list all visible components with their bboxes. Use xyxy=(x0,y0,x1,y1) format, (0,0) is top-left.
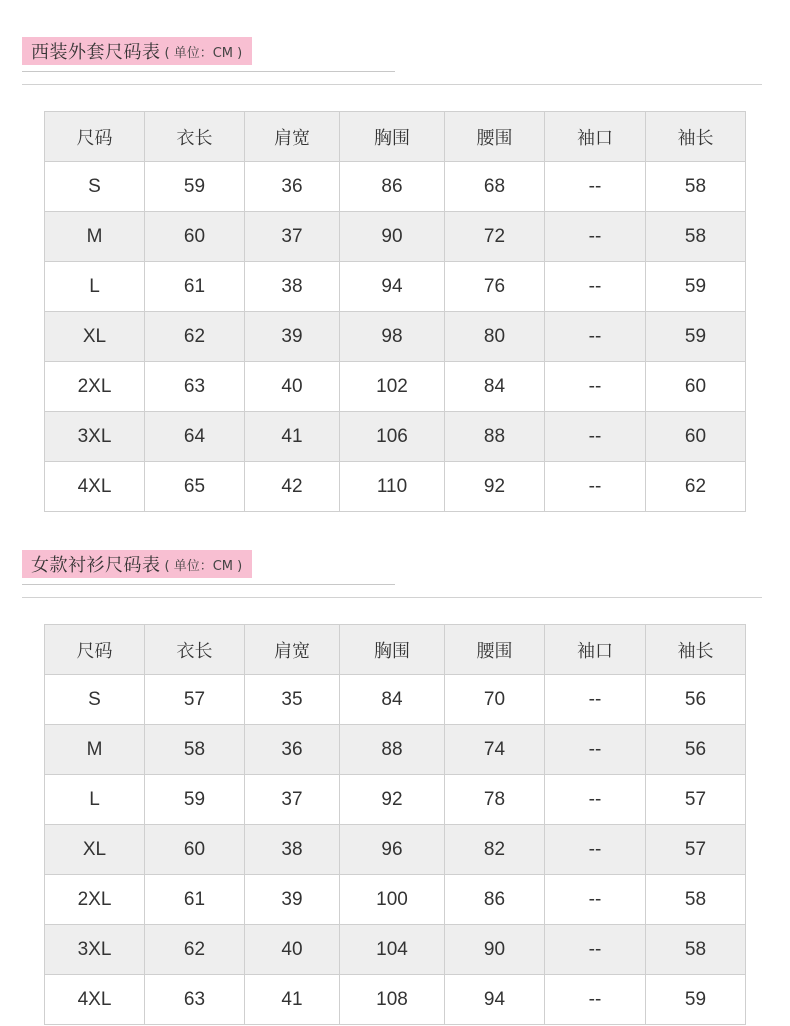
table-cell: 88 xyxy=(445,412,545,462)
table-cell: -- xyxy=(545,775,646,825)
header-cell: 胸围 xyxy=(340,112,445,162)
table-cell: -- xyxy=(545,462,646,512)
table-cell: -- xyxy=(545,925,646,975)
header-cell: 腰围 xyxy=(445,112,545,162)
table-cell: 98 xyxy=(340,312,445,362)
section-title: 女款衬衫尺码表 xyxy=(31,555,161,576)
table-cell: 58 xyxy=(646,212,746,262)
table-cell: 94 xyxy=(340,262,445,312)
table-cell: 59 xyxy=(145,162,245,212)
table-cell: S xyxy=(45,675,145,725)
table-cell: 65 xyxy=(145,462,245,512)
size-table xyxy=(44,111,746,512)
table-cell: 64 xyxy=(145,412,245,462)
table-cell: XL xyxy=(45,312,145,362)
table-header-row xyxy=(45,625,746,675)
table-cell: 57 xyxy=(646,775,746,825)
table-cell: 78 xyxy=(445,775,545,825)
table-cell: 104 xyxy=(340,925,445,975)
table-cell: 100 xyxy=(340,875,445,925)
table-cell: 58 xyxy=(646,162,746,212)
table-cell: 3XL xyxy=(45,412,145,462)
table-row xyxy=(45,162,746,212)
table-row xyxy=(45,725,746,775)
header-cell: 袖口 xyxy=(545,112,646,162)
table-cell: 59 xyxy=(646,262,746,312)
header-cell: 尺码 xyxy=(45,112,145,162)
table-cell: 60 xyxy=(646,412,746,462)
table-cell: 72 xyxy=(445,212,545,262)
table-cell: 56 xyxy=(646,675,746,725)
table-cell: 39 xyxy=(245,875,340,925)
table-cell: 59 xyxy=(646,975,746,1025)
table-cell: -- xyxy=(545,362,646,412)
table-cell: 62 xyxy=(145,925,245,975)
table-cell: 38 xyxy=(245,262,340,312)
table-cell: M xyxy=(45,212,145,262)
header-cell: 袖长 xyxy=(646,112,746,162)
table-cell: -- xyxy=(545,675,646,725)
table-cell: M xyxy=(45,725,145,775)
table-cell: L xyxy=(45,262,145,312)
title-underline xyxy=(22,71,395,72)
table-cell: 92 xyxy=(445,462,545,512)
table-row xyxy=(45,462,746,512)
table-cell: 3XL xyxy=(45,925,145,975)
table-row xyxy=(45,262,746,312)
table-cell: 86 xyxy=(445,875,545,925)
table-row xyxy=(45,975,746,1025)
size-table xyxy=(44,624,746,1025)
section-divider xyxy=(22,597,762,598)
table-cell: 63 xyxy=(145,975,245,1025)
table-cell: 63 xyxy=(145,362,245,412)
table-row xyxy=(45,675,746,725)
table-cell: 82 xyxy=(445,825,545,875)
table-cell: 4XL xyxy=(45,975,145,1025)
header-cell: 肩宽 xyxy=(245,625,340,675)
table-cell: -- xyxy=(545,312,646,362)
table-cell: 40 xyxy=(245,925,340,975)
section-unit: ( 单位：CM ) xyxy=(164,558,243,574)
table-cell: 90 xyxy=(445,925,545,975)
section-title: 西装外套尺码表 xyxy=(31,42,161,63)
table-cell: 88 xyxy=(340,725,445,775)
header-cell: 衣长 xyxy=(145,625,245,675)
table-cell: -- xyxy=(545,875,646,925)
table-cell: 110 xyxy=(340,462,445,512)
header-cell: 袖长 xyxy=(646,625,746,675)
table-cell: 62 xyxy=(646,462,746,512)
section-divider xyxy=(22,84,762,85)
table-row xyxy=(45,362,746,412)
table-cell: 36 xyxy=(245,725,340,775)
table-cell: 74 xyxy=(445,725,545,775)
table-cell: 40 xyxy=(245,362,340,412)
table-cell: 84 xyxy=(340,675,445,725)
table-row xyxy=(45,212,746,262)
table-cell: 62 xyxy=(145,312,245,362)
section-unit: ( 单位：CM ) xyxy=(164,45,243,61)
table-cell: 2XL xyxy=(45,362,145,412)
table-cell: 58 xyxy=(646,925,746,975)
header-cell: 腰围 xyxy=(445,625,545,675)
table-row xyxy=(45,925,746,975)
table-cell: S xyxy=(45,162,145,212)
table-cell: -- xyxy=(545,262,646,312)
header-cell: 肩宽 xyxy=(245,112,340,162)
table-cell: 60 xyxy=(646,362,746,412)
table-cell: 90 xyxy=(340,212,445,262)
table-cell: 41 xyxy=(245,975,340,1025)
table-cell: 96 xyxy=(340,825,445,875)
table-cell: 2XL xyxy=(45,875,145,925)
table-cell: 60 xyxy=(145,825,245,875)
table-cell: 56 xyxy=(646,725,746,775)
table-cell: -- xyxy=(545,412,646,462)
section-title-label xyxy=(22,550,252,578)
table-cell: 36 xyxy=(245,162,340,212)
table-row xyxy=(45,412,746,462)
table-row xyxy=(45,312,746,362)
table-cell: 58 xyxy=(145,725,245,775)
table-cell: 42 xyxy=(245,462,340,512)
table-cell: -- xyxy=(545,825,646,875)
table-cell: L xyxy=(45,775,145,825)
table-header-row xyxy=(45,112,746,162)
table-cell: -- xyxy=(545,725,646,775)
table-cell: -- xyxy=(545,975,646,1025)
table-cell: 86 xyxy=(340,162,445,212)
header-cell: 衣长 xyxy=(145,112,245,162)
header-cell: 尺码 xyxy=(45,625,145,675)
table-cell: 70 xyxy=(445,675,545,725)
table-cell: 41 xyxy=(245,412,340,462)
table-cell: 59 xyxy=(646,312,746,362)
table-cell: 4XL xyxy=(45,462,145,512)
table-cell: 39 xyxy=(245,312,340,362)
table-cell: 80 xyxy=(445,312,545,362)
table-cell: 108 xyxy=(340,975,445,1025)
table-cell: 37 xyxy=(245,775,340,825)
table-cell: 76 xyxy=(445,262,545,312)
table-cell: 60 xyxy=(145,212,245,262)
table-row xyxy=(45,825,746,875)
table-cell: 58 xyxy=(646,875,746,925)
table-cell: 38 xyxy=(245,825,340,875)
table-cell: 61 xyxy=(145,262,245,312)
table-cell: 106 xyxy=(340,412,445,462)
table-cell: 59 xyxy=(145,775,245,825)
table-row xyxy=(45,775,746,825)
table-cell: XL xyxy=(45,825,145,875)
table-cell: 94 xyxy=(445,975,545,1025)
header-cell: 袖口 xyxy=(545,625,646,675)
section-title-label xyxy=(22,37,252,65)
table-cell: 84 xyxy=(445,362,545,412)
title-underline xyxy=(22,584,395,585)
header-cell: 胸围 xyxy=(340,625,445,675)
table-cell: 102 xyxy=(340,362,445,412)
table-cell: -- xyxy=(545,212,646,262)
table-cell: 68 xyxy=(445,162,545,212)
table-row xyxy=(45,875,746,925)
table-cell: 37 xyxy=(245,212,340,262)
table-cell: 35 xyxy=(245,675,340,725)
table-cell: 61 xyxy=(145,875,245,925)
table-cell: 92 xyxy=(340,775,445,825)
table-cell: 57 xyxy=(145,675,245,725)
table-cell: 57 xyxy=(646,825,746,875)
table-cell: -- xyxy=(545,162,646,212)
